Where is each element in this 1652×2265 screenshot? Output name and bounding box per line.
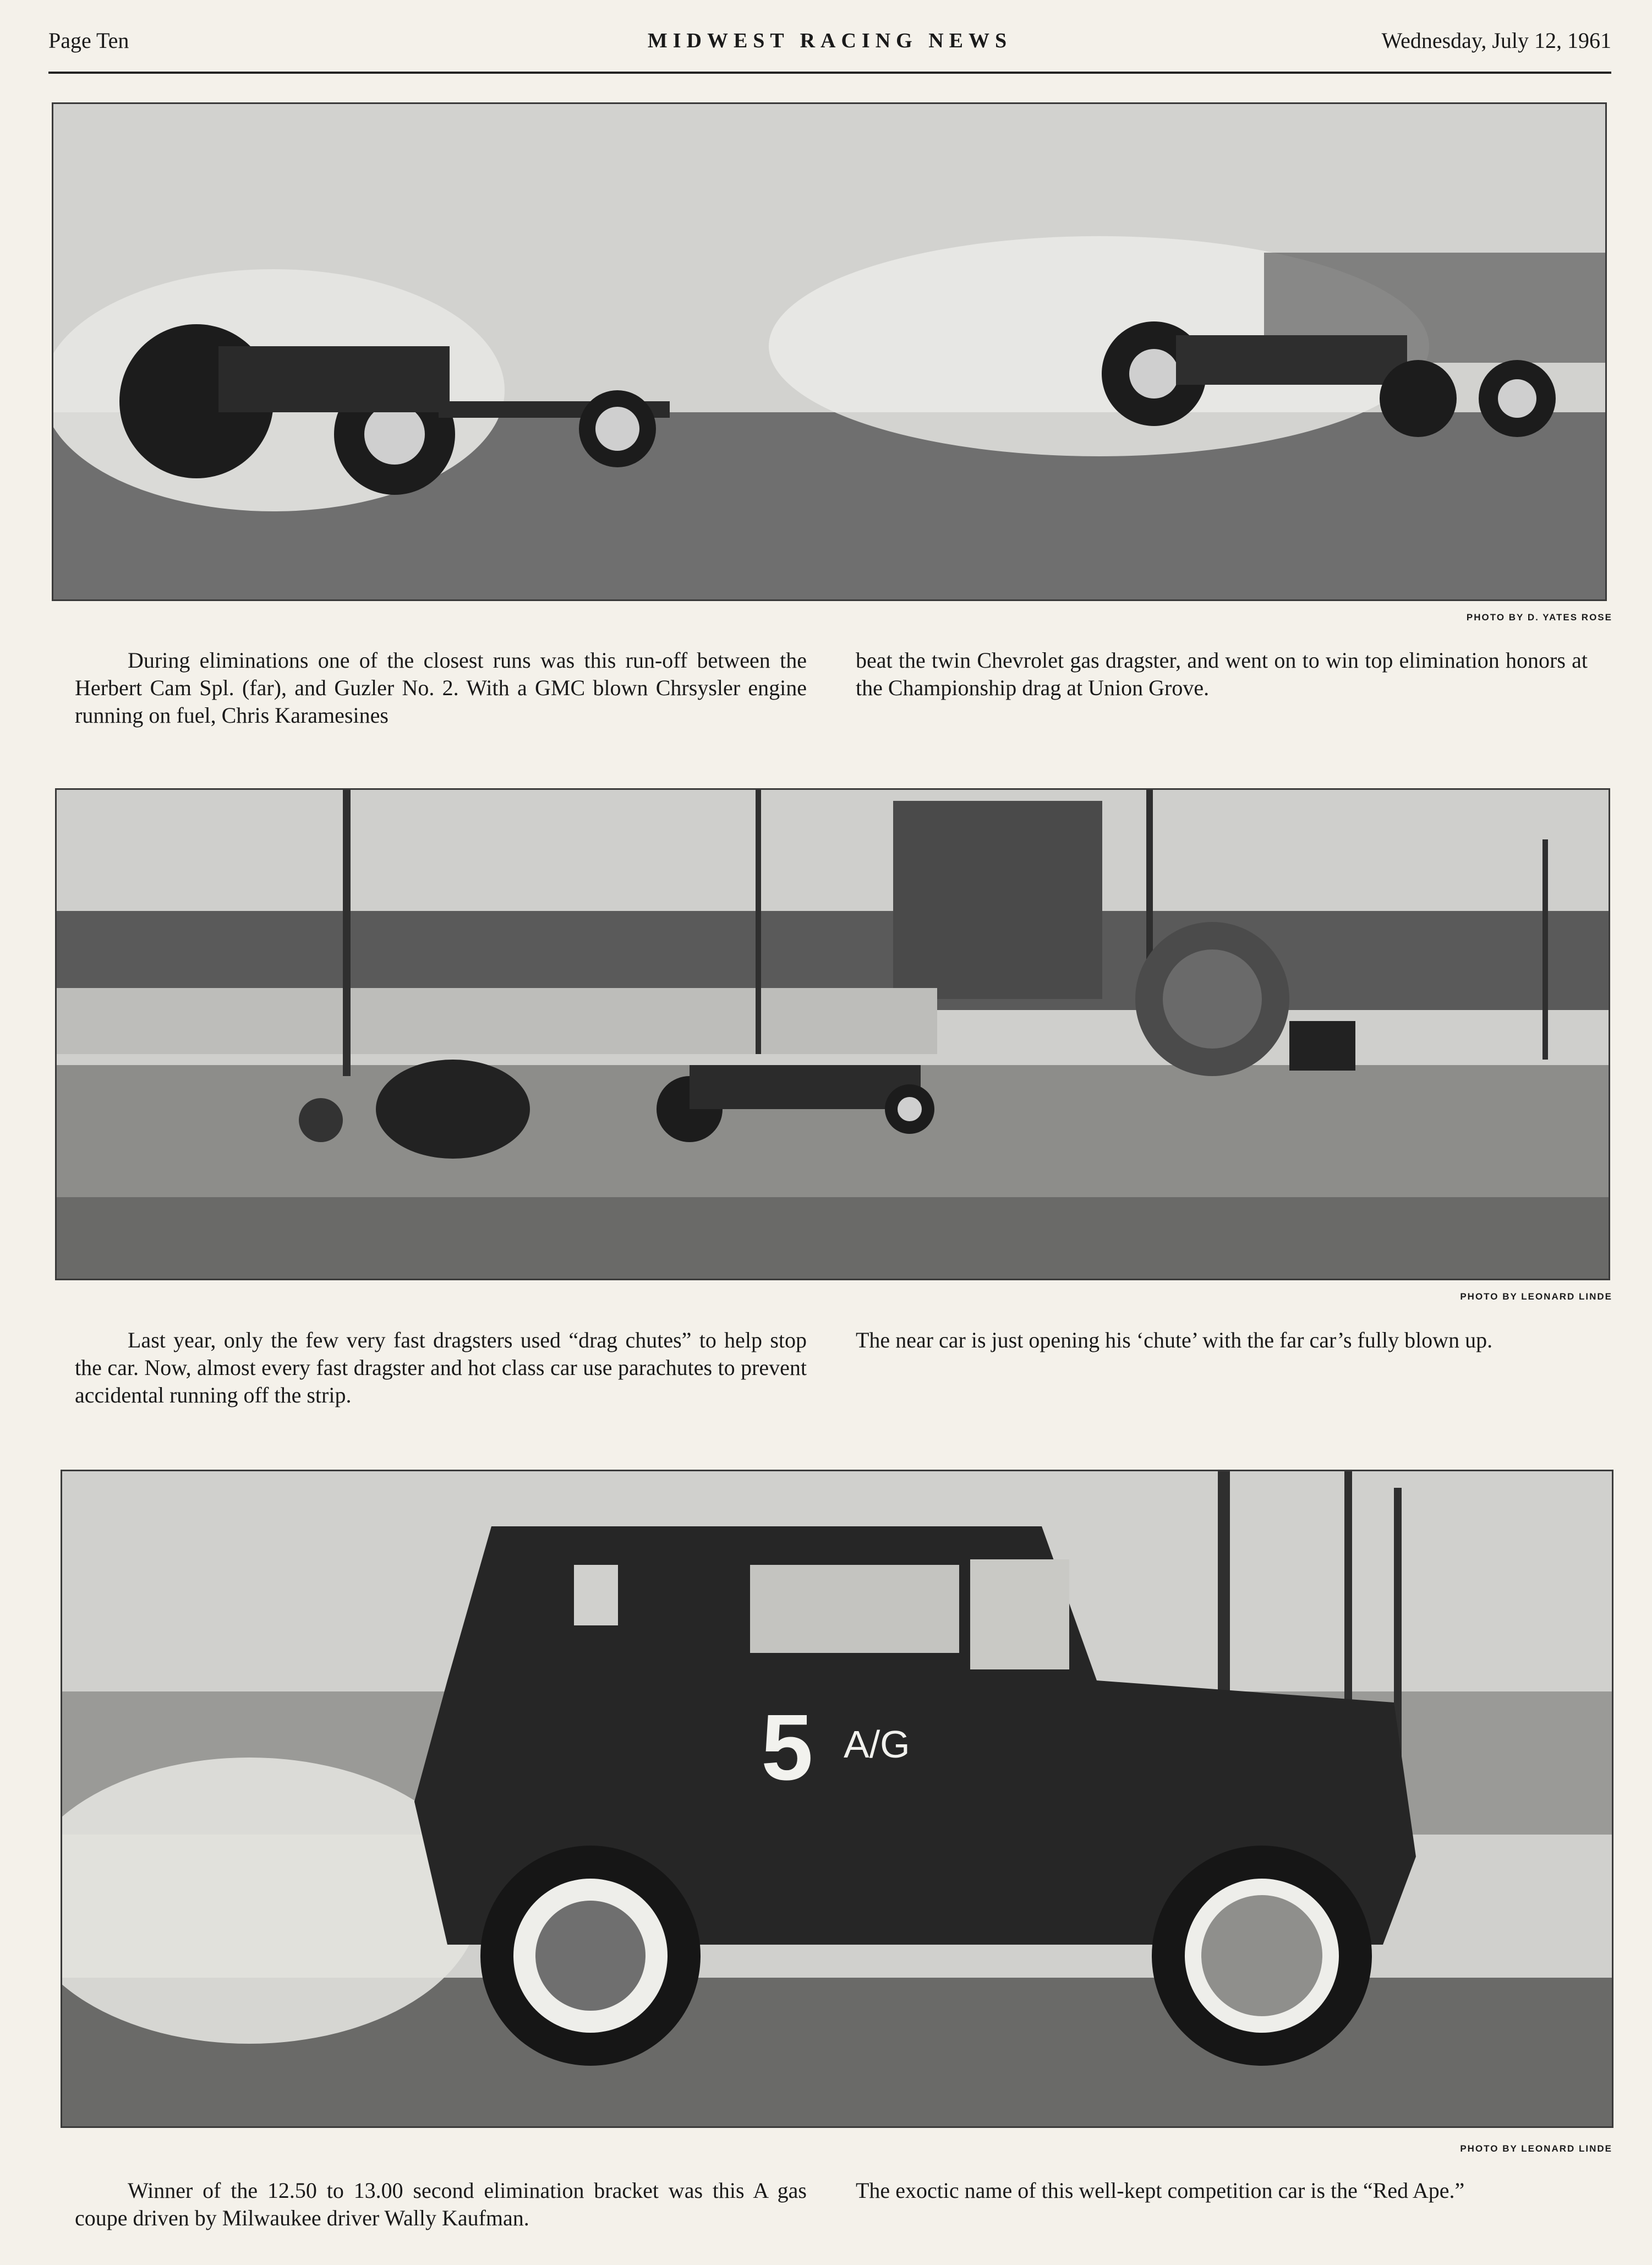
- caption-left: Last year, only the few very fast dragsters used “drag chutes” to help stop the car. Now, almost every fast dragster and hot class car use parachutes to prevent accidental running off the strip.: [75, 1328, 807, 1407]
- photo-drag-chutes: [55, 788, 1610, 1280]
- caption-right: beat the twin Chevrolet gas dragster, and went on to win top elimination honors at the Championship drag at Union Grove.: [856, 648, 1588, 700]
- car-number: 5: [761, 1695, 813, 1800]
- photo-dragster-start-image: [53, 104, 1605, 599]
- car-class: A/G: [844, 1723, 910, 1766]
- page-number: Page Ten: [48, 28, 129, 53]
- caption-right: The near car is just opening his ‘chute’ with the far car’s fully blown up.: [856, 1328, 1493, 1352]
- caption-left: During eliminations one of the closest runs was this run-off between the Herbert Cam Spl. (far), and Guzler No. 2. With a GMC blown Chrsysler engine running on fuel, Chris Karamesines: [75, 648, 807, 728]
- masthead: [48, 28, 1611, 74]
- caption-right: The exoctic name of this well-kept competition car is the “Red Ape.”: [856, 2178, 1465, 2203]
- photo-credit: PHOTO BY LEONARD LINDE: [1460, 1291, 1612, 1302]
- photo-a-gas-coupe-image: [62, 1471, 1612, 2126]
- photo-drag-chutes-image: [57, 790, 1609, 1279]
- newspaper-title: MIDWEST RACING NEWS: [647, 29, 1013, 52]
- caption-left: Winner of the 12.50 to 13.00 second elimination bracket was this A gas coupe driven by Milwaukee driver Wally Kaufman.: [75, 2178, 807, 2230]
- photo-credit: PHOTO BY LEONARD LINDE: [1460, 2143, 1612, 2154]
- photo-credit: PHOTO BY D. YATES ROSE: [1466, 612, 1612, 623]
- photo-a-gas-coupe: [61, 1470, 1613, 2128]
- issue-date: Wednesday, July 12, 1961: [1381, 28, 1611, 53]
- photo-dragster-start: [52, 102, 1607, 601]
